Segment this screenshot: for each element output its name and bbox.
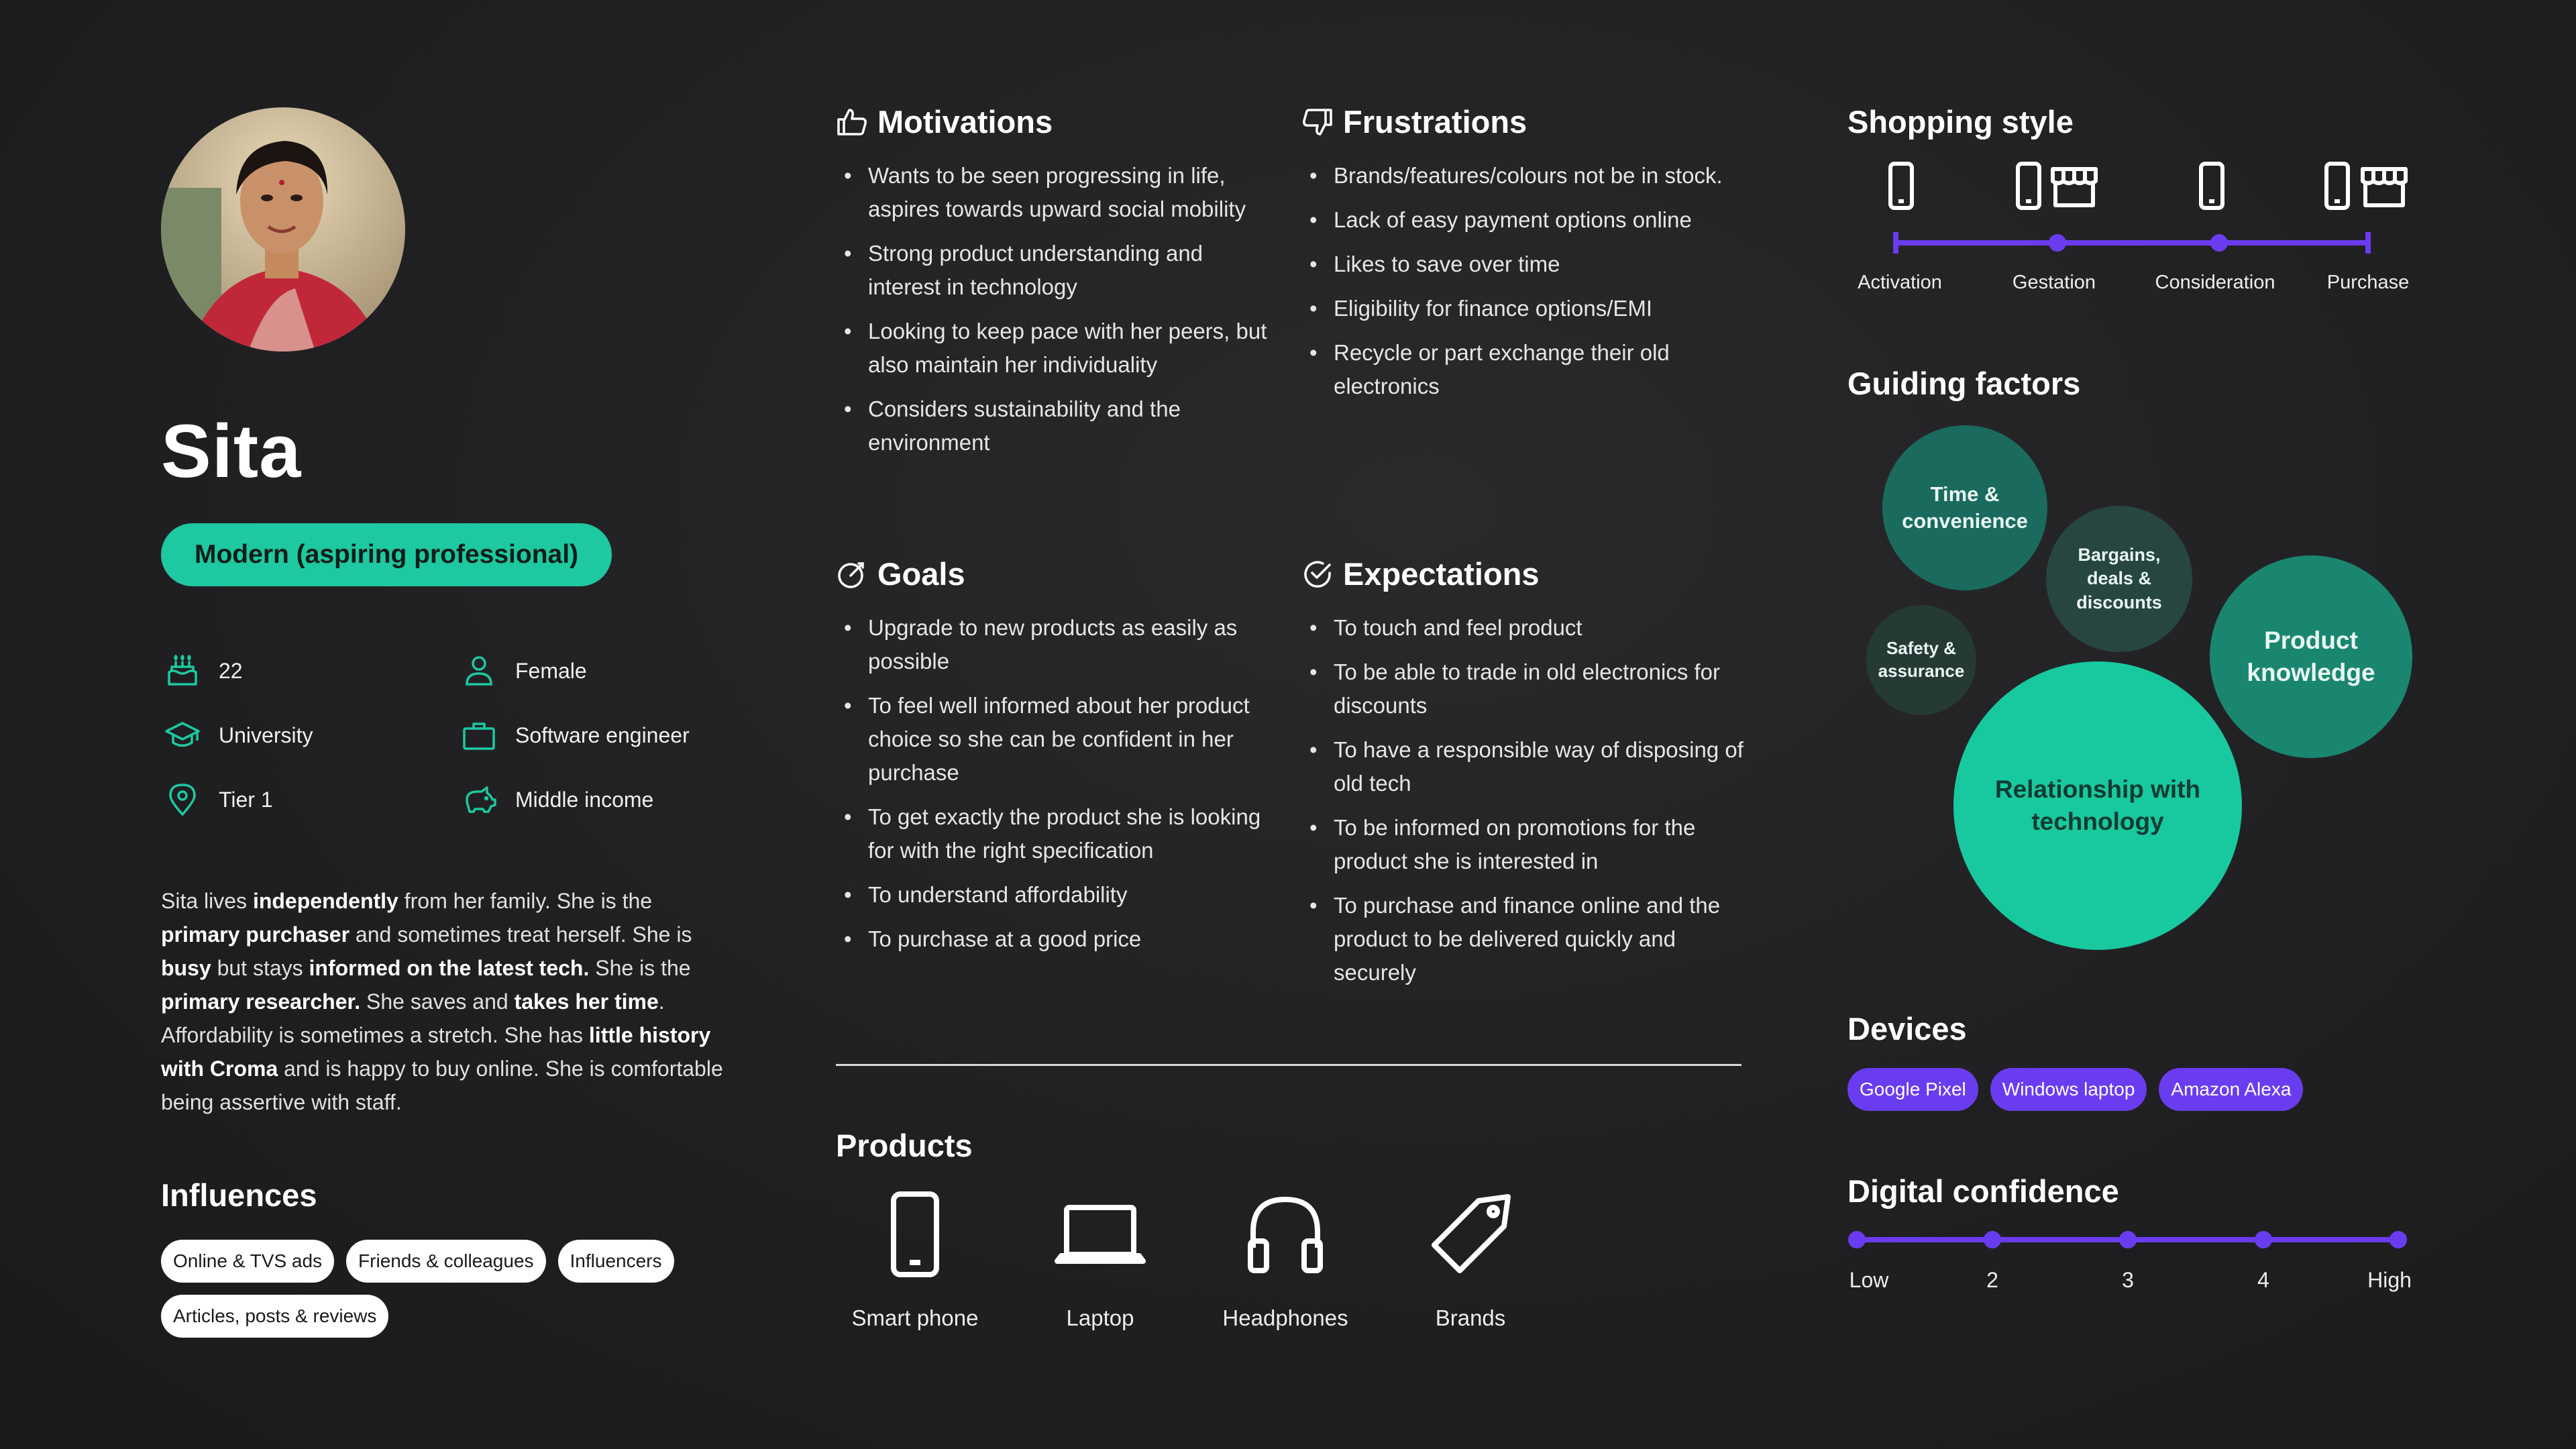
expectations-heading: Expectations [1301,555,1540,592]
goals-list [836,611,1279,967]
fact-occupation [462,718,690,753]
device-chip: Windows laptop [1990,1068,2147,1111]
product-item: Headphones [1198,1187,1373,1331]
fact-location [165,782,273,817]
tag-icon [1424,1187,1517,1281]
confidence-label: High [2367,1268,2412,1292]
graduation-cap-icon [165,718,200,753]
income-value: Middle income [515,787,654,812]
age-value: 22 [219,658,243,683]
bio-segment: but stays [211,956,309,980]
piggy-bank-icon [462,782,496,817]
frustrations-list [1301,159,1744,414]
product-item: Smart phone [828,1187,1002,1331]
goals-item: • Upgrade to new products as easily as possible [836,611,1279,678]
bio-segment: takes her time [514,989,659,1014]
device-chip: Google Pixel [1847,1068,1978,1111]
bio-segment: primary researcher. [161,989,361,1014]
confidence-dot [1848,1231,1866,1248]
goals-item: • To purchase at a good price [836,922,1279,956]
influence-chip: Friends & colleagues [346,1240,545,1283]
factor-bubble: Bargains, deals & discounts [2046,506,2192,652]
headphones-icon [1238,1187,1332,1281]
expectations-item: • To purchase and finance online and the product to be delivered quickly and securely [1301,889,1744,989]
phone-channel-icon [2317,160,2357,213]
influences-heading: Influences [161,1177,317,1213]
motivations-list [836,159,1279,470]
confidence-label: 4 [2257,1268,2269,1292]
bio-segment: She is the [589,956,691,980]
thumbs-down-icon [1301,106,1334,138]
location-pin-icon [165,782,200,817]
expectations-item: • To have a responsible way of disposing of old tech [1301,733,1744,800]
confidence-dot [1984,1231,2001,1248]
products-list [828,1187,1558,1331]
motivations-item: • Looking to keep pace with her peers, but also maintain her individuality [836,315,1279,382]
education-value: University [219,722,313,747]
frustrations-item: • Eligibility for finance options/EMI [1301,292,1744,325]
goals-heading: Goals [836,555,965,592]
briefcase-icon [462,718,496,753]
occupation-value: Software engineer [515,722,690,747]
frustrations-item: • Likes to save over time [1301,248,1744,281]
motivations-item: • Considers sustainability and the environment [836,392,1279,460]
factor-bubble: Time & convenience [1882,425,2047,590]
product-item: Laptop [1013,1187,1187,1331]
frustrations-item: • Lack of easy payment options online [1301,203,1744,237]
phone-channel-icon [2192,160,2232,213]
phone-channel-icon [2008,160,2049,213]
person-icon [462,653,496,688]
bio-segment: primary purchaser [161,922,350,947]
guiding-factors-bubbles [1847,416,2451,966]
product-item: Brands [1383,1187,1558,1331]
section-divider [836,1064,1741,1066]
motivations-item: • Wants to be seen progressing in life, aspires towards upward social mobility [836,159,1279,226]
devices-heading: Devices [1847,1011,1967,1046]
confidence-label: 2 [1986,1268,1998,1292]
persona-name: Sita [161,409,302,493]
bio-segment: independently [252,889,398,913]
frustrations-item: • Brands/features/colours not be in stock. [1301,159,1744,193]
device-chip: Amazon Alexa [2159,1068,2303,1111]
confidence-label: Low [1849,1268,1889,1292]
guiding-factors-heading: Guiding factors [1847,366,2081,401]
smartphone-icon [868,1187,962,1281]
laptop-icon [1053,1187,1147,1281]
shopping-style-timeline [1847,154,2451,315]
frustrations-heading: Frustrations [1301,103,1527,140]
bio-segment: and is happy to buy online. She is comfortable being assertive with staff. [161,1057,723,1114]
store-channel-icon [2049,164,2100,211]
goals-item: • To understand affordability [836,878,1279,912]
influence-chip: Online & TVS ads [161,1240,334,1283]
check-circle-icon [1301,558,1334,590]
stage-label: Purchase [2326,272,2410,293]
bio-segment: She saves and [360,989,515,1014]
persona-avatar [161,107,405,352]
fact-age [165,653,243,688]
products-heading: Products [836,1128,973,1163]
fact-education [165,718,313,753]
motivations-item: • Strong product understanding and interest in technology [836,237,1279,304]
influence-chip: Articles, posts & reviews [161,1295,388,1338]
timeline-dot [2049,234,2066,252]
devices-list [1847,1068,2451,1111]
shopping-timeline-track [1896,240,2368,246]
expectations-item: • To touch and feel product [1301,611,1744,645]
expectations-item: • To be able to trade in old electronics for discounts [1301,655,1744,722]
timeline-end-cap [2365,232,2371,254]
bio-segment: busy [161,956,211,980]
factor-bubble: Product knowledge [2210,555,2412,758]
factor-bubble: Relationship with technology [1953,661,2242,950]
influences-list [161,1240,765,1338]
confidence-dot [2255,1231,2272,1248]
phone-channel-icon [1881,160,1921,213]
bio-segment: from her family. She is the [398,889,653,913]
thumbs-up-icon [836,106,868,138]
birthday-cake-icon [165,653,200,688]
timeline-dot [2210,234,2228,252]
influence-chip: Influencers [558,1240,674,1283]
digital-confidence-scale [1847,1221,2451,1301]
goals-item: • To get exactly the product she is looking for with the right specification [836,800,1279,867]
bio-segment: Sita lives [161,889,253,913]
frustrations-item: • Recycle or part exchange their old electronics [1301,336,1744,403]
stage-label: Gestation [2012,272,2096,293]
digital-confidence-heading: Digital confidence [1847,1173,2119,1209]
shopping-style-heading: Shopping style [1847,104,2074,140]
confidence-label: 3 [2122,1268,2134,1292]
bio-segment: and sometimes treat herself. She is [350,922,692,947]
confidence-dot-selected [2390,1231,2407,1248]
timeline-start-cap [1893,232,1898,254]
stage-label: Activation [1858,272,1942,293]
persona-bio [161,884,724,1119]
fact-income [462,782,653,817]
bio-segment: informed on the latest tech. [309,956,590,980]
gender-value: Female [515,658,587,683]
goals-item: • To feel well informed about her product choice so she can be confident in her purchase [836,689,1279,790]
bio-segment: little history with Croma [161,1023,711,1081]
target-icon [836,558,868,590]
confidence-dot [2119,1231,2137,1248]
expectations-list [1301,611,1744,1000]
factor-bubble: Safety & assurance [1866,605,1976,715]
store-channel-icon [2359,164,2410,211]
stage-label: Consideration [2155,272,2275,293]
fact-gender [462,653,587,688]
location-value: Tier 1 [219,787,273,812]
bio-segment: . Affordability is sometimes a stretch. She has [161,989,665,1047]
expectations-item: • To be informed on promotions for the product she is interested in [1301,811,1744,878]
segment-badge: Modern (aspiring professional) [161,523,612,586]
motivations-heading: Motivations [836,103,1053,140]
